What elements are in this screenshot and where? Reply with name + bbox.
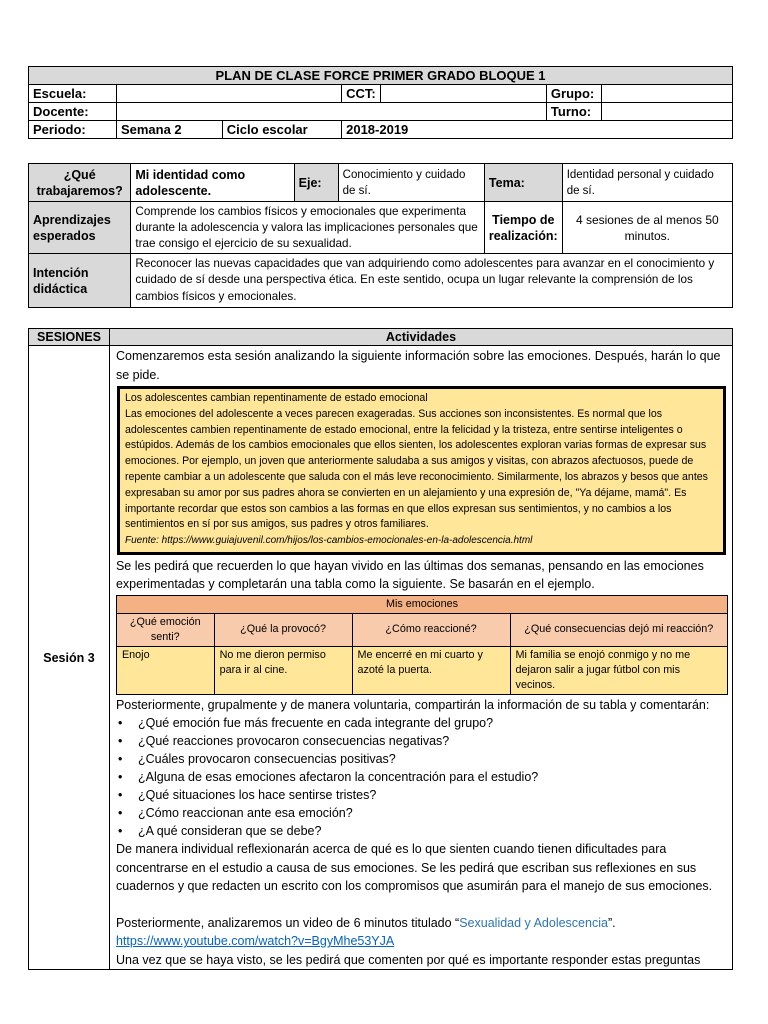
- tiempo-value: 4 sesiones de al menos 50 minutos.: [562, 202, 732, 254]
- list-item: • ¿A qué consideran que se debe?: [138, 822, 728, 840]
- video-line: [116, 914, 728, 933]
- turno-label: Turno:: [546, 103, 601, 121]
- list-item: • ¿Qué emoción fue más frecuente en cada integrante del grupo?: [138, 714, 728, 732]
- actividades-header: Actividades: [109, 329, 732, 346]
- questions-list: [116, 714, 728, 840]
- list-item: • ¿Cuáles provocaron consecuencias positivas?: [138, 750, 728, 768]
- eje-value: Conocimiento y cuidado de sí.: [338, 164, 484, 202]
- emotions-cell: Mi familia se enojó conmigo y no me dejaron salir a jugar fútbol con mis vecinos.: [510, 646, 727, 694]
- emotions-header: ¿Qué la provocó?: [214, 613, 352, 646]
- que-label: ¿Qué trabajaremos?: [29, 164, 131, 202]
- emotions-cell: No me dieron permiso para ir al cine.: [214, 646, 352, 694]
- closing-text: Una vez que se haya visto, se les pedirá que comenten por qué es importante responder estas preguntas: [115, 952, 701, 967]
- video-url-line: [116, 932, 728, 951]
- tiempo-label: Tiempo de realización:: [484, 202, 562, 254]
- emotions-cell: Me encerré en mi cuarto y azoté la puerta.: [352, 646, 510, 694]
- emotions-header: ¿Qué consecuencias dejó mi reacción?: [510, 613, 727, 646]
- tema-value: Identidad personal y cuidado de sí.: [562, 164, 732, 202]
- escuela-label: Escuela:: [29, 85, 117, 103]
- video-prefix: Posteriormente, analizaremos un video de 6 minutos titulado “: [115, 915, 460, 930]
- docente-label: Docente:: [29, 103, 117, 121]
- video-title-link[interactable]: Sexualidad y Adolescencia: [459, 915, 608, 930]
- list-item: • ¿Qué situaciones los hace sentirse tristes?: [138, 786, 728, 804]
- ciclo-label: Ciclo escolar: [222, 121, 341, 139]
- periodo-label: Periodo:: [29, 121, 117, 139]
- intencion-label: Intención didáctica: [29, 254, 131, 308]
- list-item: • ¿Cómo reaccionan ante esa emoción?: [138, 804, 728, 822]
- reading-box: [117, 386, 726, 555]
- emotions-header: ¿Cómo reaccioné?: [352, 613, 510, 646]
- reading-body: Las emociones del adolescente a veces parecen exageradas. Sus acciones son inconsistentes. Es normal que los adolescentes cambien repentinamente de estado emocional, entre la felicidad y la tristeza, entre sentirse inteligentes o estúpidos. Además de los cambios emocionales que ellos sienten, los adolescentes exploran varias formas de expresar sus emociones. Por ejemplo, un joven que anteriormente saludaba a sus amigos y visitas, con abrazos afectuosos, puede de repente cambiar a un adolescente que saluda con el más leve reconocimiento. Similarmente, los abrazos y besos que antes expresaban su amor por sus padres ahora se convierten en un alejamiento y una expresión de, "Ya déjame, mamá". Es importante recordar que estos son cambios a las formas en que ellos expresan sus sentimientos, y no cambios a los sentimientos en sí por sus amigos, sus padres y otros familiares.: [124, 407, 708, 531]
- emotions-table: [116, 595, 728, 695]
- reflection-text: De manera individual reflexionarán acerca de qué es lo que sienten cuando tienen dificultades para concentrarse en el estudio a causa de sus emociones. Se les pedirá que escriban sus reflexiones en sus cuadernos y que redacten un escrito con los compromisos que asumirán para el manejo de sus emociones.: [115, 842, 713, 894]
- spacer: [116, 896, 728, 914]
- list-item: • ¿Qué reacciones provocaron consecuencias negativas?: [138, 732, 728, 750]
- video-url-link[interactable]: https://www.youtube.com/watch?v=BgyMhe53YJA: [115, 934, 395, 949]
- cct-field[interactable]: [380, 85, 546, 103]
- sessions-table: [28, 328, 733, 970]
- plan-title: PLAN DE CLASE FORCE PRIMER GRADO BLOQUE 1: [29, 67, 733, 85]
- tema-label: Tema:: [484, 164, 562, 202]
- plan-table: [28, 163, 733, 308]
- intro-text: Comenzaremos esta sesión analizando la siguiente información sobre las emociones. Después, harán lo que se pide.: [115, 349, 721, 382]
- escuela-field[interactable]: [116, 85, 341, 103]
- reading-source: Fuente: https://www.guiajuvenil.com/hijos/los-cambios-emocionales-en-la-adolescencia.html: [124, 535, 533, 547]
- turno-field[interactable]: [601, 103, 732, 121]
- cct-label: CCT:: [342, 85, 381, 103]
- ciclo-value: 2018-2019: [342, 121, 733, 139]
- periodo-value: Semana 2: [116, 121, 222, 139]
- header-table: [28, 66, 733, 139]
- table-intro: Se les pedirá que recuerden lo que hayan vivido en las últimas dos semanas, pensando en las emociones experimentadas y completarán una tabla como la siguiente. Se basarán en el ejemplo.: [115, 558, 704, 592]
- reading-title: Los adolescentes cambian repentinamente de estado emocional: [124, 392, 428, 404]
- grupo-label: Grupo:: [546, 85, 601, 103]
- eje-label: Eje:: [294, 164, 338, 202]
- session-label: Sesión 3: [29, 346, 110, 970]
- emotions-header: ¿Qué emoción senti?: [116, 613, 214, 646]
- sesiones-header: SESIONES: [29, 329, 110, 346]
- group-intro: Posteriormente, grupalmente y de manera voluntaria, compartirán la información de su tabla y comentarán:: [115, 697, 710, 712]
- grupo-field[interactable]: [601, 85, 732, 103]
- docente-field[interactable]: [116, 103, 546, 121]
- intencion-value: Reconocer las nuevas capacidades que van adquiriendo como adolescentes para avanzar en el conocimiento y cuidado de sí desde una perspectiva ética. En este sentido, ocupa un lugar relevante la comprensión de los cambios físicos y emocionales.: [131, 254, 733, 308]
- video-suffix: ”.: [607, 915, 616, 930]
- emotions-cell: Enojo: [116, 646, 214, 694]
- activities-cell: [109, 346, 732, 970]
- list-item: • ¿Alguna de esas emociones afectaron la concentración para el estudio?: [138, 768, 728, 786]
- emotions-caption: Mis emociones: [116, 595, 727, 613]
- aprendizajes-label: Aprendizajes esperados: [29, 202, 131, 254]
- aprendizajes-value: Comprende los cambios físicos y emocionales que experimenta durante la adolescencia y valora las implicaciones personales que trae consigo el ejercicio de su sexualidad.: [131, 202, 485, 254]
- que-value: Mi identidad como adolescente.: [131, 164, 294, 202]
